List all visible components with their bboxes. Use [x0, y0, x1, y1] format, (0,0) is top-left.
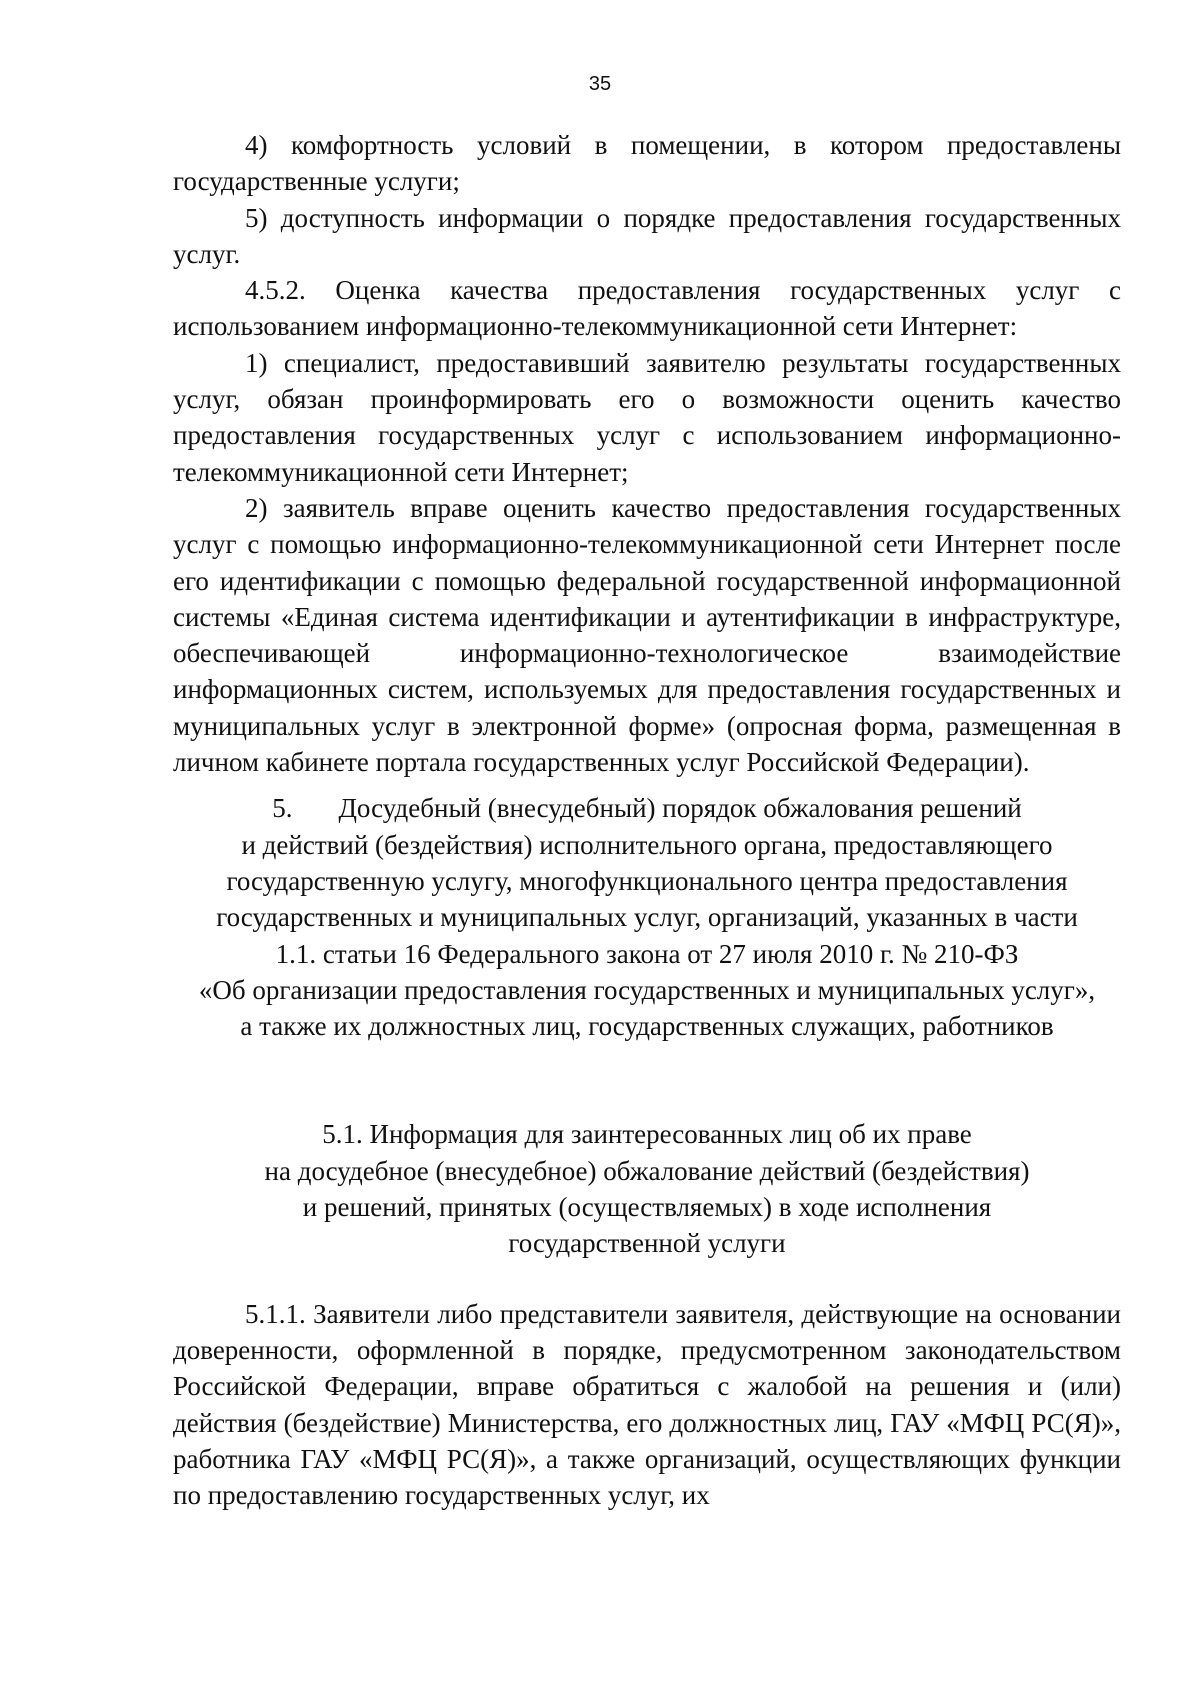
list-item-5: 5) доступность информации о порядке предоставления государственных услуг. — [173, 202, 1121, 269]
page-number: 35 — [588, 73, 612, 95]
clause-4-5-2-item-2: 2) заявитель вправе оценить качество предоставления государственных услуг с помощью информационно-телекоммуникационной сети Интернет после его идентификации с помощью федеральной государственной информационной системы «Единая система идентификации и аутентификации в инфраструктуре, обеспечивающей информационно-технологическое взаимодействие информационных систем, используемых для предоставления государственных и муниципальных услуг в электронной форме» (опросная форма, размещенная в личном кабинете портала государственных услуг Российской Федерации). — [173, 492, 1121, 778]
subsection-5-1-heading-line: и решений, принятых (осуществляемых) в ходе исполнения — [302, 1192, 992, 1223]
subsection-5-1-heading-line: 5.1. Информация для заинтересованных лиц об их праве — [322, 1119, 972, 1150]
list-item-4: 4) комфортность условий в помещении, в котором предоставлены государственные услуги; — [173, 130, 1121, 197]
subsection-5-1-heading-line: на досудебное (внесудебное) обжалование действий (бездействия) — [264, 1155, 1030, 1186]
clause-5-1-1: 5.1.1. Заявители либо представители заявителя, действующие на основании доверенности, оформленной в порядке, предусмотренном законодательством Российской Федерации, вправе обратиться с жалобой на решения и (или) действия (бездействие) Министерства, его должностных лиц, ГАУ «МФЦ РС(Я)», работника ГАУ «МФЦ РС(Я)», а также организаций, осуществляющих функции по предоставлению государственных услуг, их — [173, 1298, 1121, 1511]
section-number: 5. — [272, 793, 293, 824]
clause-4-5-2-item-1: 1) специалист, предоставивший заявителю результаты государственных услуг, обязан проинформировать его о возможности оценить качество предоставления государственных услуг с использованием информационно-телекоммуникационной сети Интернет; — [173, 347, 1121, 487]
section-5-heading-line: и действий (бездействия) исполнительного органа, предоставляющего — [241, 829, 1053, 860]
subsection-5-1-heading — [173, 1116, 1121, 1261]
section-5-heading-line — [173, 790, 1121, 826]
section-5-heading-line: государственную услугу, многофункционального центра предоставления — [226, 865, 1068, 896]
section-5-heading-line: государственных и муниципальных услуг, организаций, указанных в части — [216, 902, 1078, 933]
section-5-heading — [173, 790, 1121, 1044]
document-body — [173, 127, 1121, 1513]
subsection-5-1-heading-line: государственной услуги — [508, 1228, 786, 1259]
section-5-heading-line: а также их должностных лиц, государственных служащих, работников — [240, 1011, 1054, 1042]
section-5-heading-text: Досудебный (внесудебный) порядок обжалования решений — [338, 793, 1022, 824]
clause-4-5-2: 4.5.2. Оценка качества предоставления государственных услуг с использованием информационно-телекоммуникационной сети Интернет: — [173, 275, 1121, 342]
section-5-heading-line: «Об организации предоставления государственных и муниципальных услуг», — [198, 974, 1096, 1005]
section-5-heading-line: 1.1. статьи 16 Федерального закона от 27 июля 2010 г. № 210-ФЗ — [275, 938, 1019, 969]
